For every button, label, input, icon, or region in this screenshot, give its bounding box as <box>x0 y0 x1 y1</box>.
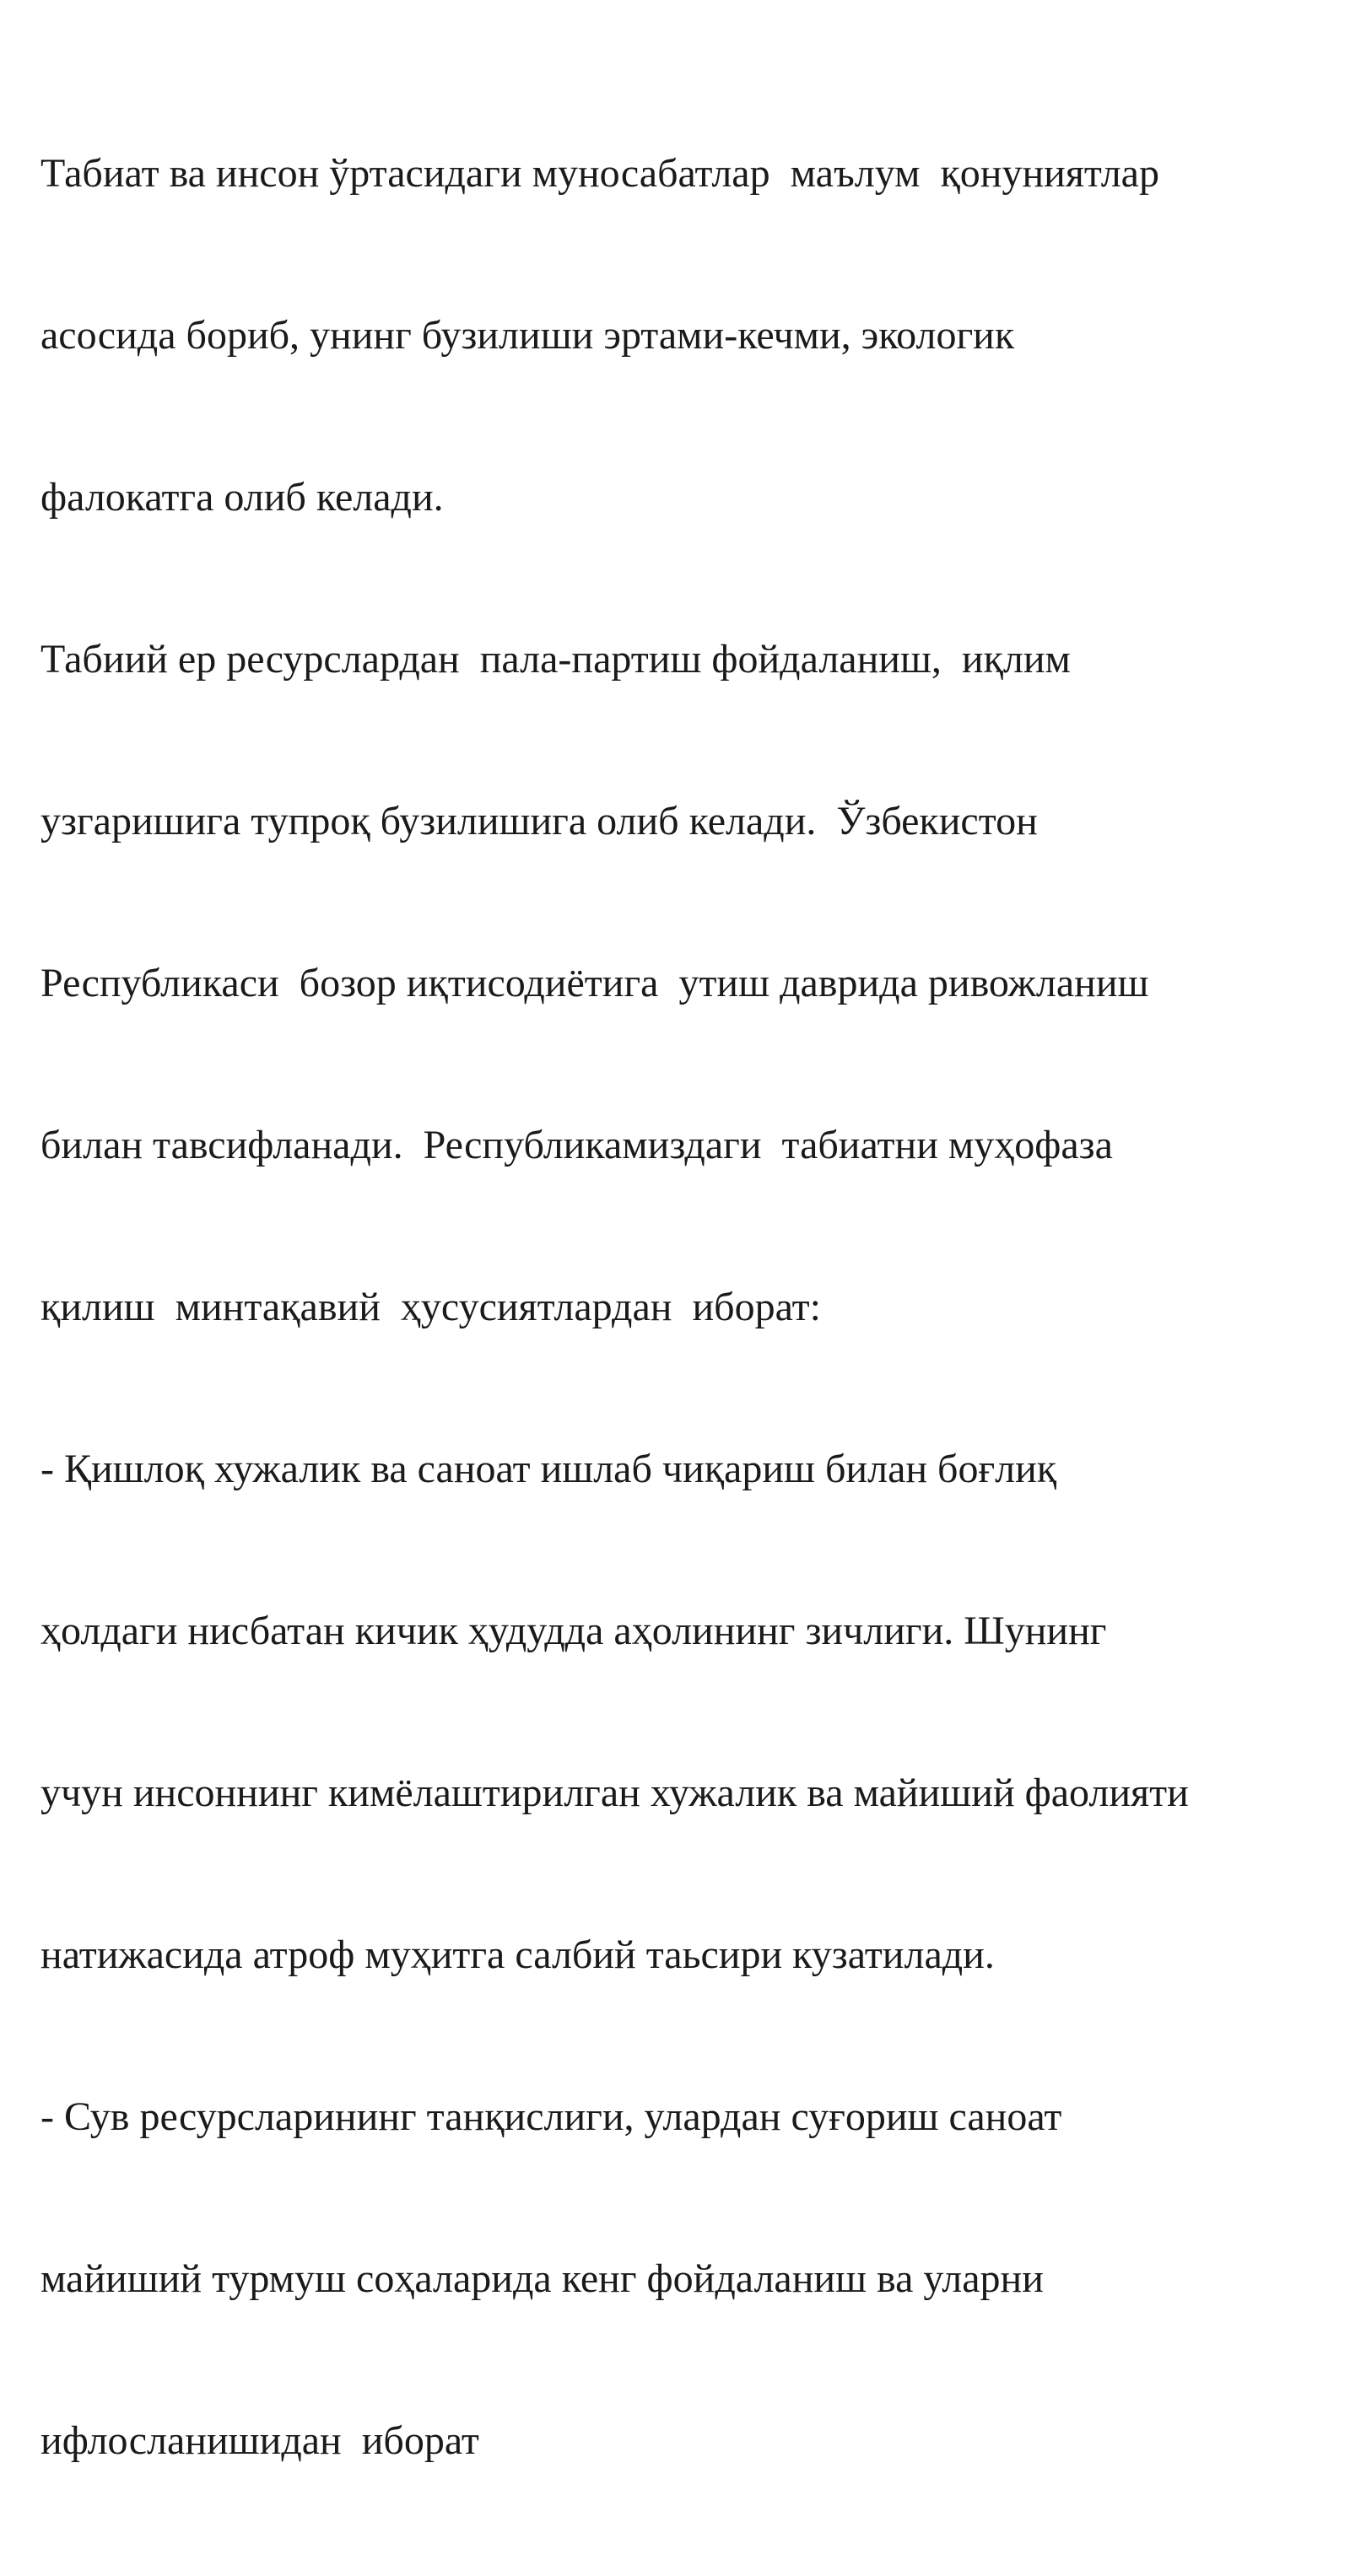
text-line: натижасида атроф муҳитга салбий таьсири кузатилади. <box>40 1932 995 1977</box>
text-line: Табиат ва инсон ўртасидаги муносабатлар маълум қонуниятлар <box>40 151 1159 196</box>
text-line: узгаришига тупроқ бузилишига олиб келади. Ўзбекистон <box>40 799 1038 843</box>
text-line: Республикаси бозор иқтисодиётига утиш даврида ривожланиш <box>40 961 1149 1005</box>
bullet-line: - Қишлоқ хужалик ва саноат ишлаб чиқариш билан боғлиқ <box>40 1447 1057 1491</box>
bullet-line: - Сув ресурсларининг танқислиги, улардан суғориш саноат <box>40 2094 1062 2139</box>
text-line: билан тавсифланади. Республикамиздаги табиатни муҳофаза <box>40 1123 1113 1167</box>
text-line: қилиш минтақавий ҳусусиятлардан иборат: <box>40 1285 821 1329</box>
text-line: Табиий ер ресурслардан пала-партиш фойдаланиш, иқлим <box>40 637 1071 682</box>
text-line: ҳолдаги нисбатан кичик ҳудудда аҳолининг зичлиги. Шунинг <box>40 1609 1107 1653</box>
text-line: майиший турмуш соҳаларида кенг фойдаланиш ва уларни <box>40 2256 1044 2301</box>
text-line: фалокатга олиб келади. <box>40 475 444 520</box>
body-text <box>40 39 1340 2576</box>
text-line: ифлосланишидан иборат <box>40 2418 479 2463</box>
text-line: учун инсоннинг кимёлаштирилган хужалик ва майиший фаолияти <box>40 1770 1189 1815</box>
text-line: асосида бориб, унинг бузилиши эртами-кечми, экологик <box>40 313 1015 358</box>
